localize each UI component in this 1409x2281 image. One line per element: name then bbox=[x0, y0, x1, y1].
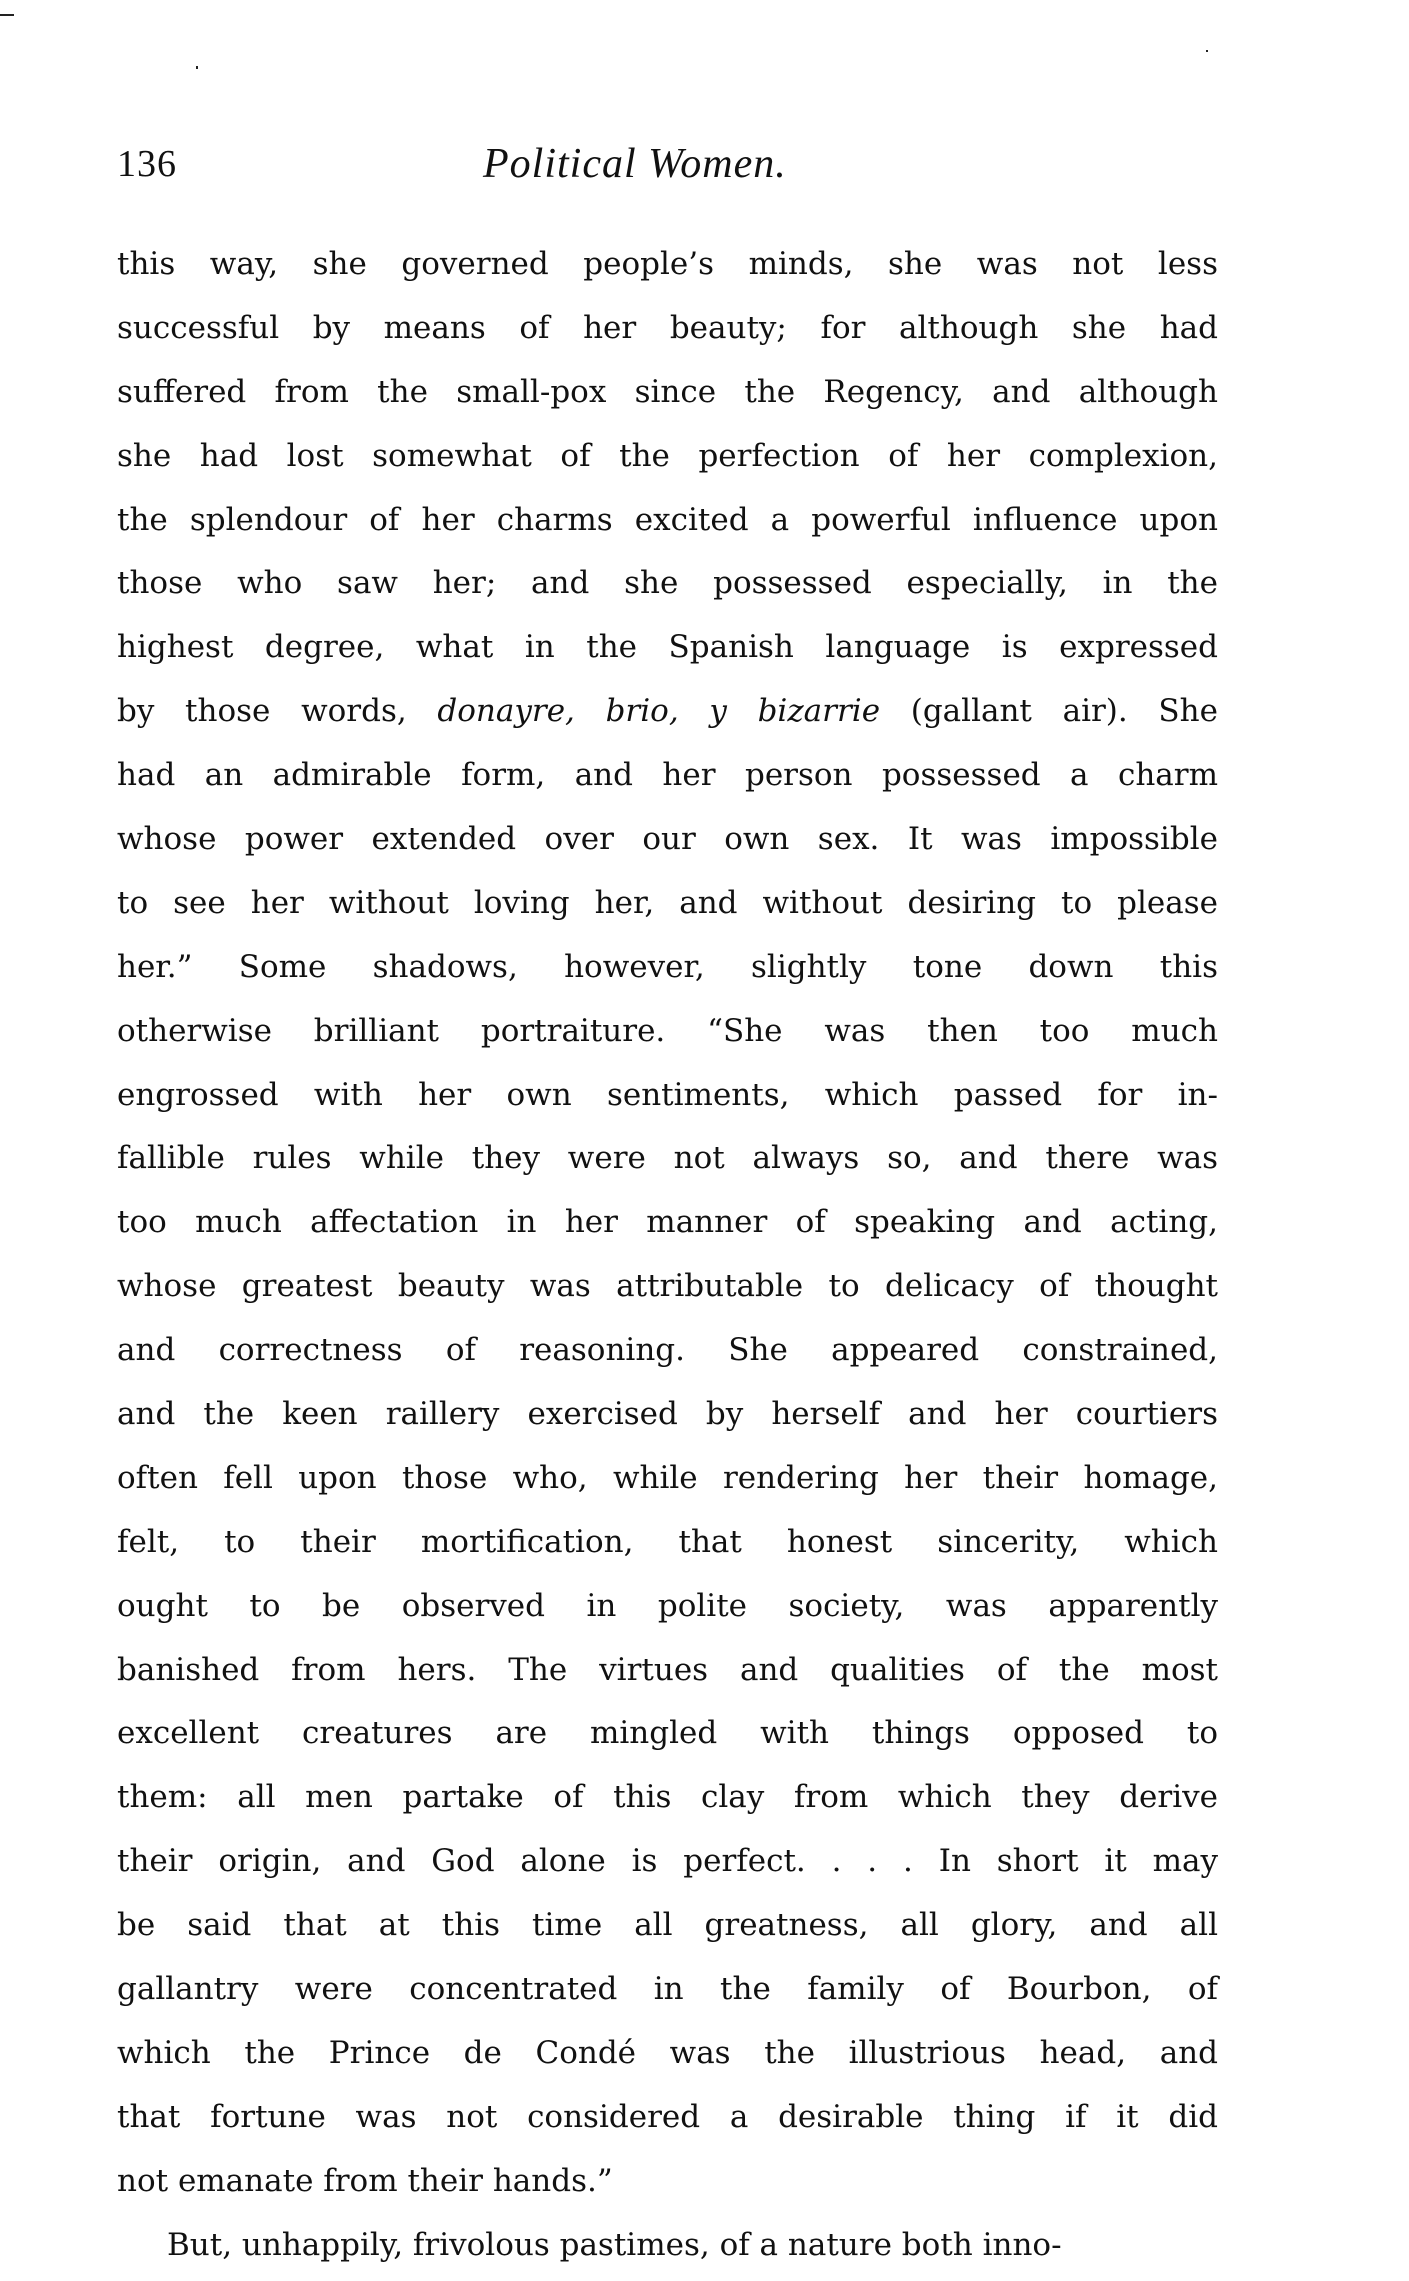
italic-spanish-phrase: donayre, brio, y bizarrie bbox=[437, 693, 881, 730]
text-line: them: all men partake of this clay from which they derive bbox=[117, 1779, 1218, 1816]
text-line-with-italic bbox=[117, 683, 1218, 747]
page-number: 136 bbox=[117, 143, 177, 185]
text-line: to see her without loving her, and without desiring to please bbox=[117, 884, 1218, 921]
text-line: suffered from the small-pox since the Regency, and although bbox=[117, 373, 1218, 410]
text-line: be said that at this time all greatness, all glory, and all bbox=[117, 1907, 1218, 1944]
text-line: the splendour of her charms excited a powerful influence upon bbox=[117, 501, 1218, 538]
paragraph-end-line: not emanate from their hands.” bbox=[117, 2162, 613, 2199]
scan-speck bbox=[1206, 50, 1208, 52]
text-line: whose greatest beauty was attributable to delicacy of thought bbox=[117, 1268, 1218, 1305]
text-line: which the Prince de Condé was the illustrious head, and bbox=[117, 2034, 1218, 2071]
text-line: had an admirable form, and her person possessed a charm bbox=[117, 757, 1218, 794]
text-line: excellent creatures are mingled with things opposed to bbox=[117, 1715, 1218, 1752]
scan-mark bbox=[0, 14, 14, 16]
text-line: and the keen raillery exercised by herself and her courtiers bbox=[117, 1396, 1218, 1433]
text-line: and correctness of reasoning. She appeared constrained, bbox=[117, 1332, 1218, 1369]
text-line: her.” Some shadows, however, slightly tone down this bbox=[117, 948, 1218, 985]
text-line: highest degree, what in the Spanish language is expressed bbox=[117, 629, 1218, 666]
text-run: by those words, bbox=[117, 693, 438, 730]
text-line: otherwise brilliant portraiture. “She was then too much bbox=[117, 1012, 1218, 1049]
text-line: felt, to their mortification, that honest sincerity, which bbox=[117, 1523, 1218, 1560]
scan-speck bbox=[196, 66, 198, 69]
text-line: that fortune was not considered a desirable thing if it did bbox=[117, 2098, 1218, 2135]
text-line: fallible rules while they were not always so, and there was bbox=[117, 1140, 1218, 1177]
text-line: whose power extended over our own sex. It was impossible bbox=[117, 821, 1218, 858]
text-line: their origin, and God alone is perfect. . . . In short it may bbox=[117, 1843, 1218, 1880]
text-line: often fell upon those who, while rendering her their homage, bbox=[117, 1459, 1218, 1496]
body-text bbox=[117, 236, 1218, 2281]
running-title: Political Women. bbox=[483, 141, 787, 187]
page-header bbox=[117, 140, 1218, 196]
text-line: too much affectation in her manner of speaking and acting, bbox=[117, 1204, 1218, 1241]
text-line: engrossed with her own sentiments, which passed for in- bbox=[117, 1076, 1218, 1113]
paragraph-start-line: But, unhappily, frivolous pastimes, of a nature both inno- bbox=[167, 2226, 1062, 2263]
text-line: banished from hers. The virtues and qualities of the most bbox=[117, 1651, 1218, 1688]
text-line: this way, she governed people’s minds, she was not less bbox=[117, 246, 1218, 282]
text-line: ought to be observed in polite society, was apparently bbox=[117, 1587, 1218, 1624]
text-line: those who saw her; and she possessed especially, in the bbox=[117, 565, 1218, 602]
text-run: (gallant air). She bbox=[880, 693, 1218, 730]
text-line: she had lost somewhat of the perfection of her complexion, bbox=[117, 437, 1218, 474]
text-line: gallantry were concentrated in the family of Bourbon, of bbox=[117, 1971, 1218, 2008]
text-line: successful by means of her beauty; for although she had bbox=[117, 309, 1218, 346]
